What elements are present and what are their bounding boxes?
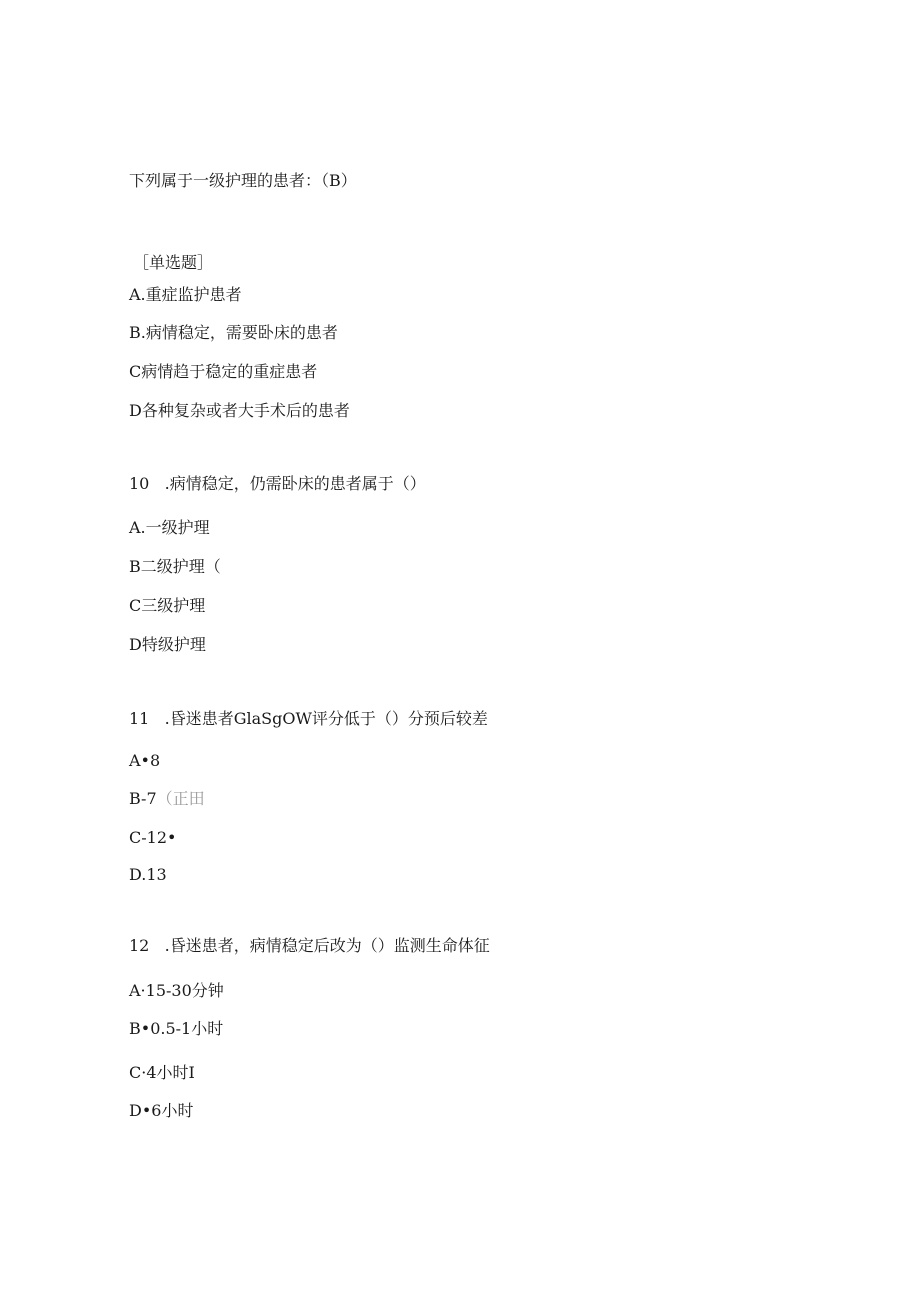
question-type-label: ［单选题］: [133, 253, 214, 272]
question-intro: 下列属于一级护理的患者：（B）: [129, 171, 357, 190]
option-a: A•8: [129, 751, 161, 770]
option-d: D.13: [129, 865, 167, 884]
option-b: B•0.5-1小时: [129, 1019, 224, 1038]
option-b: B.病情稳定，需要卧床的患者: [129, 323, 338, 342]
question-11: 11 .昏迷患者GlaSgOW评分低于（）分预后较差: [129, 709, 488, 728]
option-b: [129, 789, 205, 809]
option-c: C三级护理: [129, 596, 206, 615]
option-c: C·4小时I: [129, 1063, 195, 1082]
question-12: 12 .昏迷患者，病情稳定后改为（）监测生命体征: [129, 936, 490, 955]
option-d: D•6小时: [129, 1101, 194, 1120]
question-10: 10 .病情稳定，仍需卧床的患者属于（）: [129, 474, 426, 493]
option-c: C-12•: [129, 828, 177, 847]
option-a: A.重症监护患者: [129, 285, 242, 304]
option-a: A.一级护理: [129, 518, 210, 537]
option-b-mark: （正田: [156, 789, 205, 808]
option-d: D特级护理: [129, 635, 206, 654]
option-c: C病情趋于稳定的重症患者: [129, 362, 318, 381]
option-d: D各种复杂或者大手术后的患者: [129, 401, 350, 420]
option-a: A·15-30分钟: [129, 981, 224, 1000]
option-b-text: B-7: [129, 789, 157, 808]
option-b: B二级护理（: [129, 557, 221, 576]
